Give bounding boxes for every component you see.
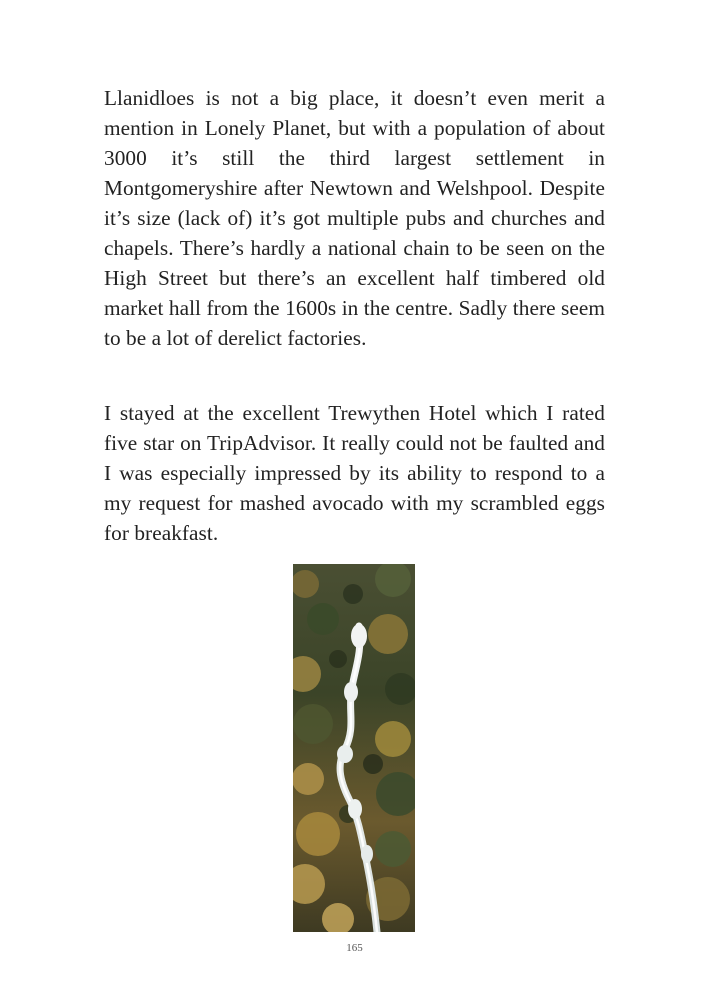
paragraph-trewythen-hotel: I stayed at the excellent Trewythen Hotel which I rated five star on TripAdvisor. It really could not be faulted and I was especially impressed by its ability to respond to a my request for mashed avocado with my scrambled eggs for breakfast.: [104, 401, 605, 545]
paragraph-llanidloes: Llanidloes is not a big place, it doesn’t even merit a mention in Lonely Planet, but with a population of about 3000 it’s still the third largest settlement in Montgomeryshire after Newtown and Welshpool. Despite it’s size (lack of) it’s got multiple pubs and churches and chapels. There’s hardly a national chain to be seen on the High Street but there’s an excellent half timbered old market hall from the 1600s in the centre. Sadly there seem to be a lot of derelict factories.: [104, 86, 605, 350]
waterfall-photo: [293, 564, 415, 932]
page-number: 165: [346, 942, 363, 954]
